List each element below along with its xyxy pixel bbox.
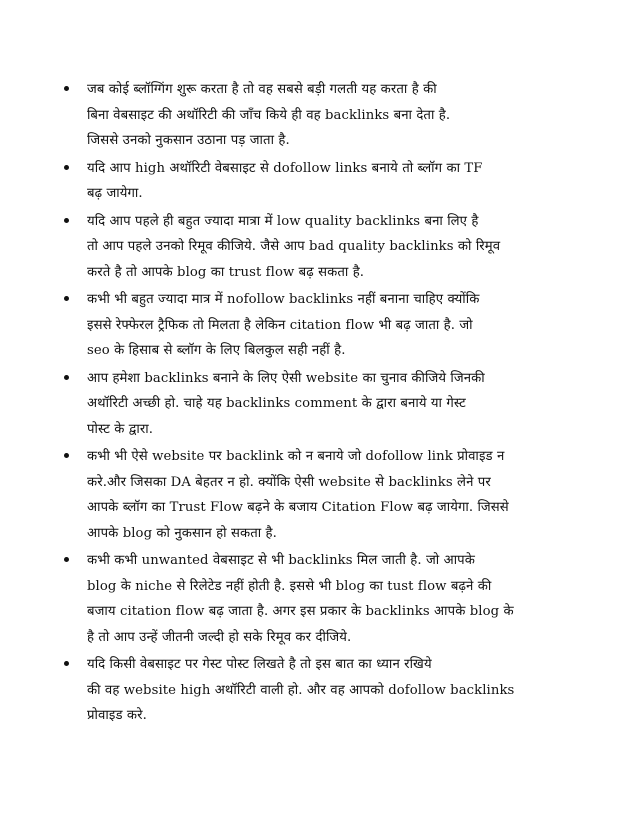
list-item	[87, 652, 582, 731]
text-line: जिससे उनको नुकसान उठाना पड़ जाता है.	[87, 133, 290, 148]
list-item	[87, 209, 582, 288]
bullet-icon	[64, 86, 69, 91]
text-line: जब कोई ब्लॉग्गिंग शुरू करता है तो वह सबसे बड़ी गलती यह करता है की	[87, 82, 437, 97]
list-item	[87, 287, 582, 366]
text-line: इससे रेफ्फेरल ट्रैफिक तो मिलता है लेकिन citation flow भी बढ़ जाता है. जो	[87, 317, 473, 333]
text-line: अथॉरिटी अच्छी हो. चाहे यह backlinks comment के द्वारा बनाये या गेस्ट	[87, 396, 466, 411]
text-line: पोस्ट के द्वारा.	[87, 421, 154, 437]
bullet-icon	[64, 296, 69, 301]
text-line: तो आप पहले उनको रिमूव कीजिये. जैसे आप bad quality backlinks को रिमूव	[87, 239, 501, 254]
text-line: यदि किसी वेबसाइट पर गेस्ट पोस्ट लिखते है तो इस बात का ध्यान रखिये	[87, 657, 432, 672]
text-line: आपके blog को नुकसान हो सकता है.	[87, 525, 277, 541]
bullet-icon	[64, 165, 69, 170]
text-line: कभी कभी unwanted वेबसाइट से भी backlinks मिल जाती है. जो आपके	[87, 553, 475, 568]
text-line: की वह website high अथॉरिटी वाली हो. और वह आपको dofollow backlinks	[87, 682, 515, 698]
text-line: seo के हिसाब से ब्लॉग के लिए बिलकुल सही नहीं है.	[87, 343, 346, 358]
text-line: बिना वेबसाइट की अथॉरिटी की जाँच किये ही वह backlinks बना देता है.	[87, 107, 451, 123]
text-line: बजाय citation flow बढ़ जाता है. अगर इस प्रकार के backlinks आपके blog के	[87, 604, 514, 619]
text-line: यदि आप पहले ही बहुत ज्यादा मात्रा में low quality backlinks बना लिए है	[87, 213, 479, 229]
list-item	[87, 548, 582, 652]
text-line: प्रोवाइड करे.	[87, 708, 147, 723]
list-item	[87, 444, 582, 548]
list-item	[87, 366, 582, 445]
text-line: है तो आप उन्हें जीतनी जल्दी हो सके रिमूव कर दीजिये.	[87, 629, 352, 645]
text-line: कभी भी बहुत ज्यादा मात्र में nofollow backlinks नहीं बनाना चाहिए क्योंकि	[87, 292, 480, 307]
bullet-icon	[64, 218, 69, 223]
bullet-icon	[64, 375, 69, 380]
list-item	[87, 77, 582, 156]
list-item	[87, 156, 582, 209]
text-line: करते है तो आपके blog का trust flow बढ़ सकता है.	[87, 264, 365, 280]
text-line: blog के niche से रिलेटेड नहीं होती है. इससे भी blog का tust flow बढ़ने की	[87, 578, 492, 594]
text-line: यदि आप high अथॉरिटी वेबसाइट से dofollow links बनाये तो ब्लॉग का TF	[87, 160, 483, 176]
bullet-icon	[64, 557, 69, 562]
bullet-icon	[64, 661, 69, 666]
text-line: करे.और जिसका DA बेहतर न हो. क्योंकि ऐसी website से backlinks लेने पर	[87, 474, 491, 490]
bullet-icon	[64, 453, 69, 458]
text-line: आप हमेशा backlinks बनाने के लिए ऐसी website का चुनाव कीजिये जिनकी	[87, 370, 485, 386]
text-line: आपके ब्लॉग का Trust Flow बढ़ने के बजाय Citation Flow बढ़ जायेगा. जिससे	[87, 500, 509, 515]
text-line: बढ़ जायेगा.	[87, 186, 143, 201]
bullet-list	[87, 77, 582, 731]
text-line: कभी भी ऐसे website पर backlink को न बनाये जो dofollow link प्रोवाइड न	[87, 449, 505, 464]
